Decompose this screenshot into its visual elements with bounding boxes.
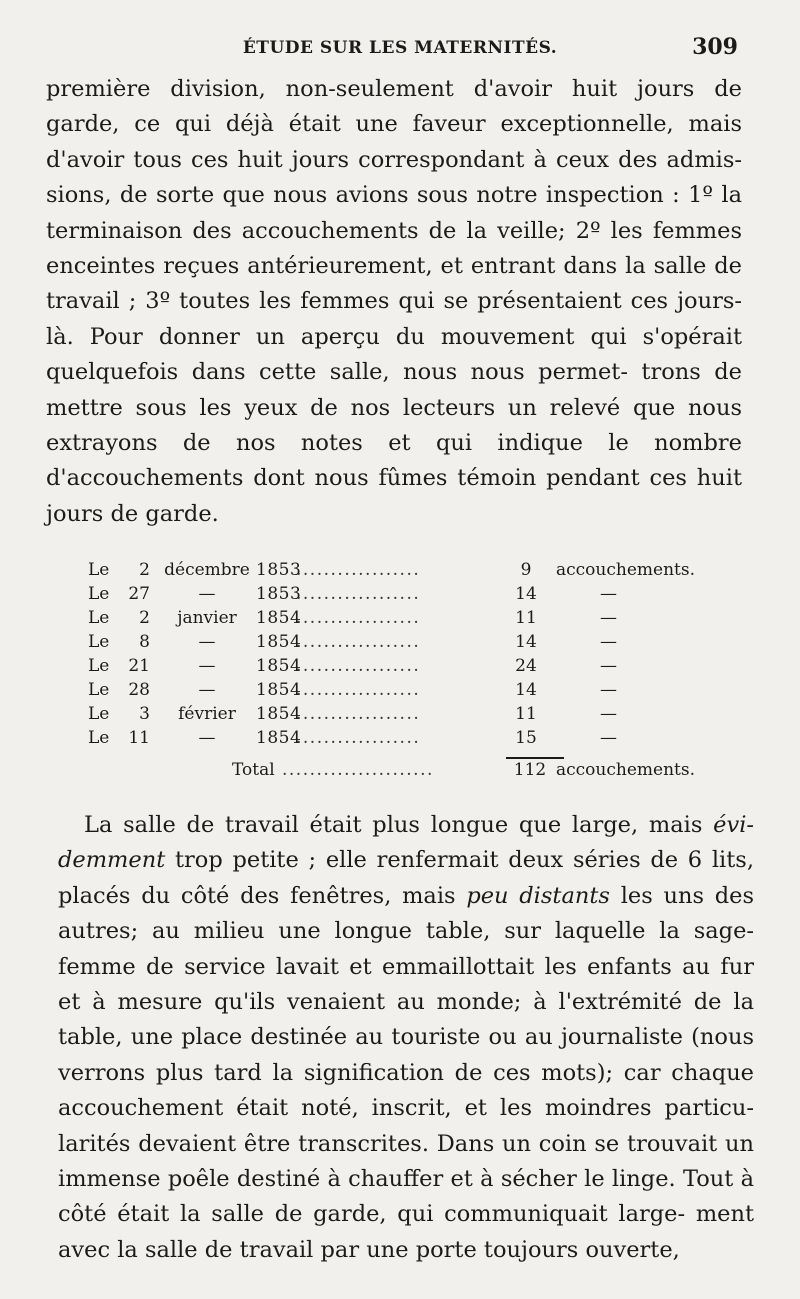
text-run: placés du côté des fenêtres, mais bbox=[58, 882, 467, 909]
paragraph-2 bbox=[58, 808, 754, 1268]
text-line: larités devaient être transcrites. Dans un coin se trouvait bbox=[58, 1130, 718, 1157]
cell-count: 14 bbox=[515, 680, 537, 700]
cell-unit: — bbox=[600, 632, 617, 652]
table-row bbox=[86, 678, 746, 702]
total-row bbox=[86, 758, 746, 782]
text-line: garde, ce qui déjà était une faveur exceptionnelle, mais bbox=[46, 111, 742, 138]
cell-le: Le bbox=[88, 560, 110, 580]
page-header bbox=[0, 34, 800, 66]
cell-unit: — bbox=[600, 584, 617, 604]
text-run: La salle de travail était plus longue que large, mais bbox=[84, 812, 714, 838]
cell-year: 1853 bbox=[256, 560, 302, 580]
leader-dots: .................. bbox=[296, 584, 421, 604]
cell-year: 1854 bbox=[256, 704, 302, 724]
table-row bbox=[86, 630, 746, 654]
text-line: la salle de travail ; 3º toutes les femmes qui se présentaient bbox=[46, 253, 742, 315]
leader-dots: ...................... bbox=[282, 760, 434, 780]
cell-year: 1854 bbox=[256, 632, 302, 652]
italic-run: évi- bbox=[713, 812, 754, 838]
cell-count: 14 bbox=[515, 632, 537, 652]
leader-dots: .................. bbox=[296, 704, 421, 724]
text-line: première division, non-seulement d'avoir huit jours de bbox=[46, 76, 742, 102]
table-row bbox=[86, 726, 746, 750]
cell-unit: — bbox=[600, 728, 617, 748]
cell-day: 27 bbox=[128, 584, 150, 604]
cell-day: 2 bbox=[139, 608, 150, 628]
text-line: ces jours-là. Pour donner un aperçu du mouvement qui bbox=[46, 288, 742, 350]
text-line: verrons plus tard la signification de ces mots); car chaque bbox=[58, 1059, 754, 1086]
cell-year: 1854 bbox=[256, 608, 302, 628]
cell-year: 1853 bbox=[256, 584, 302, 604]
text-run: les uns des bbox=[609, 882, 755, 909]
cell-unit: — bbox=[600, 680, 617, 700]
leader-dots: .................. bbox=[296, 608, 421, 628]
cell-month: février bbox=[178, 704, 236, 724]
cell-le: Le bbox=[88, 656, 110, 676]
cell-le: Le bbox=[88, 608, 110, 628]
cell-le: Le bbox=[88, 632, 110, 652]
cell-unit: accouchements. bbox=[556, 560, 695, 580]
deliveries-table bbox=[86, 558, 746, 782]
cell-count: 14 bbox=[515, 584, 537, 604]
text-line: d'accouchements dont nous fûmes témoin pendant ces huit bbox=[46, 465, 742, 492]
cell-year: 1854 bbox=[256, 680, 302, 700]
paragraph-1 bbox=[46, 72, 742, 532]
text-line: autres; au milieu une longue table, sur laquelle la sage- bbox=[58, 918, 754, 945]
cell-day: 8 bbox=[139, 632, 150, 652]
total-count: 112 bbox=[513, 760, 547, 780]
text-line: trons de mettre sous les yeux de nos lecteurs un relevé que bbox=[46, 359, 742, 421]
cell-unit: — bbox=[600, 608, 617, 628]
text-line: table, une place destinée au touriste ou au journaliste (nous bbox=[58, 1024, 754, 1051]
running-head: ÉTUDE SUR LES MATERNITÉS. bbox=[242, 38, 558, 58]
text-line: nous extrayons de nos notes et qui indique le nombre bbox=[46, 394, 743, 457]
cell-month: — bbox=[198, 656, 216, 676]
cell-count: 24 bbox=[515, 656, 537, 676]
cell-day: 3 bbox=[139, 704, 150, 724]
total-unit: accouchements. bbox=[556, 760, 695, 780]
text-line: d'avoir tous ces huit jours correspondant à ceux des admis- bbox=[46, 146, 742, 173]
text-line: s'opérait quelquefois dans cette salle, nous nous permet- bbox=[46, 323, 742, 386]
cell-count: 9 bbox=[520, 560, 532, 580]
total-label: Total bbox=[232, 760, 275, 780]
text-line: accouchement était noté, inscrit, et les moindres particu- bbox=[58, 1095, 754, 1122]
cell-day: 11 bbox=[128, 728, 150, 748]
cell-month: — bbox=[198, 680, 216, 700]
leader-dots: .................. bbox=[296, 656, 421, 676]
leader-dots: .................. bbox=[296, 680, 421, 700]
page-number: 309 bbox=[692, 34, 738, 60]
cell-count: 15 bbox=[515, 728, 537, 748]
cell-day: 21 bbox=[128, 656, 150, 676]
table-row bbox=[86, 654, 746, 678]
leader-dots: .................. bbox=[296, 632, 421, 652]
cell-month: — bbox=[198, 728, 216, 748]
text-line: femme de service lavait et emmaillottait les enfants au fur bbox=[58, 953, 754, 980]
text-line: sions, de sorte que nous avions sous notre inspection : bbox=[46, 182, 680, 209]
text-line: et à mesure qu'ils venaient au monde; à l'extrémité de la bbox=[58, 989, 754, 1016]
cell-le: Le bbox=[88, 704, 110, 724]
cell-le: Le bbox=[88, 584, 110, 604]
text-line: jours de garde. bbox=[46, 500, 219, 527]
table-row bbox=[86, 582, 746, 606]
cell-le: Le bbox=[88, 680, 110, 700]
text-line: un immense poêle destiné à chauffer et à sécher le linge. bbox=[58, 1130, 754, 1193]
cell-month: décembre bbox=[164, 560, 250, 580]
text-line: femmes enceintes reçues antérieurement, et entrant dans bbox=[46, 217, 742, 280]
cell-year: 1854 bbox=[256, 656, 302, 676]
text-line: Tout à côté était la salle de garde, qui communiquait large- bbox=[58, 1166, 754, 1228]
leader-dots: .................. bbox=[296, 560, 421, 580]
cell-year: 1854 bbox=[256, 728, 302, 748]
text-line: ment avec la salle de travail par une porte toujours ouverte, bbox=[58, 1201, 754, 1263]
table-row bbox=[86, 558, 746, 582]
cell-count: 11 bbox=[515, 704, 537, 724]
cell-month: — bbox=[198, 632, 216, 652]
cell-unit: — bbox=[600, 704, 617, 724]
italic-run: demment bbox=[58, 847, 166, 874]
cell-count: 11 bbox=[515, 608, 537, 628]
cell-day: 2 bbox=[139, 560, 150, 580]
text-line: 1º la terminaison des accouchements de la veille; 2º les bbox=[46, 182, 742, 244]
text-run: trop petite ; elle renfermait deux séries de 6 lits, bbox=[165, 847, 754, 874]
table-row bbox=[86, 606, 746, 630]
leader-dots: .................. bbox=[296, 728, 421, 748]
cell-month: janvier bbox=[177, 608, 237, 628]
table-row bbox=[86, 702, 746, 726]
cell-le: Le bbox=[88, 728, 110, 748]
cell-month: — bbox=[198, 584, 216, 604]
italic-run: peu distants bbox=[466, 882, 610, 909]
cell-day: 28 bbox=[128, 680, 150, 700]
cell-unit: — bbox=[600, 656, 617, 676]
